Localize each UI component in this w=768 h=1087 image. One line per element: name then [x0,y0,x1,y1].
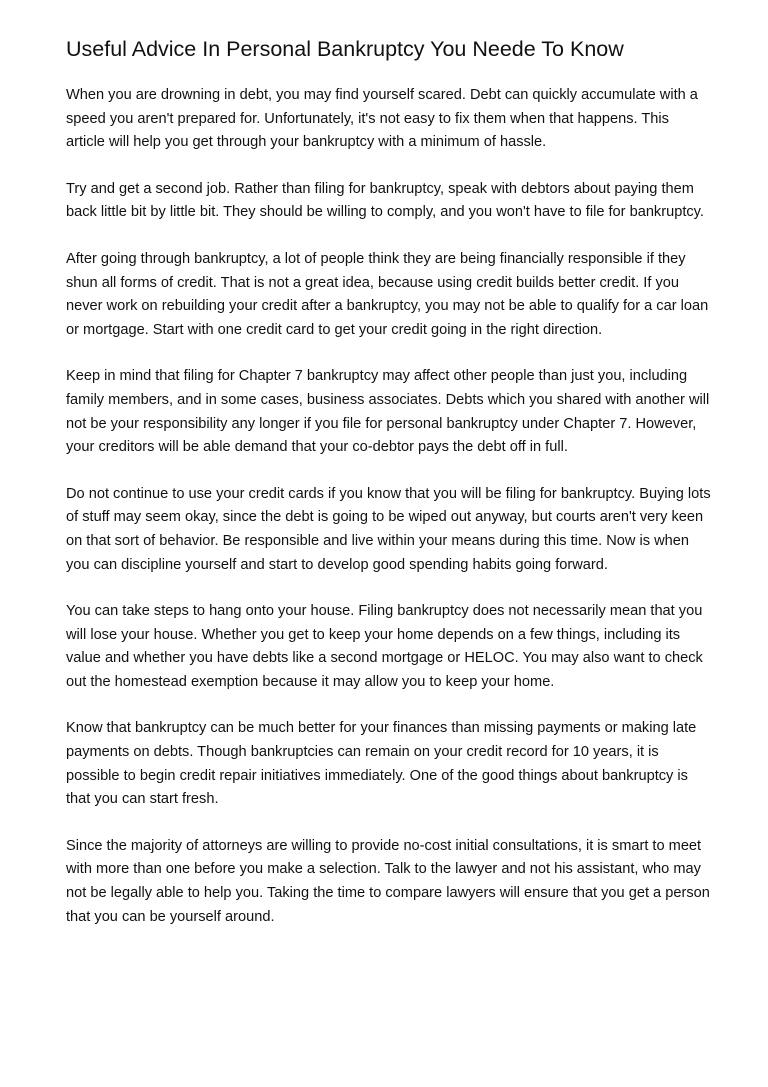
document-page [66,34,711,952]
paragraph-1: When you are drowning in debt, you may find yourself scared. Debt can quickly accumulate with a speed you aren't prepared for. Unfortunately, it's not easy to fix them when that happens. This article will help you get through your bankruptcy with a minimum of hassle. [66,87,698,151]
document-title: Useful Advice In Personal Bankruptcy You Neede To Know [66,37,624,61]
paragraph-8: Since the majority of attorneys are willing to provide no-cost initial consultations, it is smart to meet with more than one before you make a selection. Talk to the lawyer and not his assistant, who may not be legally able to help you. Taking the time to compare lawyers will ensure that you get a person that you can be yourself around. [66,837,710,925]
paragraph-7: Know that bankruptcy can be much better for your finances than missing payments or making late payments on debts. Though bankruptcies can remain on your credit record for 10 years, it is possible to begin credit repair initiatives immediately. One of the good things about bankruptcy is that you can start fresh. [66,720,697,808]
paragraph-2: Try and get a second job. Rather than filing for bankruptcy, speak with debtors about paying them back little bit by little bit. They should be willing to comply, and you won't have to file for bankruptcy. [66,180,704,221]
paragraph-4: Keep in mind that filing for Chapter 7 bankruptcy may affect other people than just you, including family members, and in some cases, business associates. Debts which you shared with another will not be your responsibility any longer if you file for personal bankruptcy under Chapter 7. However, your creditors will be able demand that your co-debtor pays the debt off in full. [66,368,710,456]
paragraph-3: After going through bankruptcy, a lot of people think they are being financially responsible if they shun all forms of credit. That is not a great idea, because using credit builds better credit. If you never work on rebuilding your credit after a bankruptcy, you may not be able to qualify for a car loan or mortgage. Start with one credit card to get your credit going in the right direction. [66,250,709,338]
paragraph-5: Do not continue to use your credit cards if you know that you will be filing for bankruptcy. Buying lots of stuff may seem okay, since the debt is going to be wiped out anyway, but courts aren't very keen on that sort of behavior. Be responsible and live within your means during this time. Now is when you can discipline yourself and start to develop good spending habits going forward. [66,485,711,573]
paragraph-6: You can take steps to hang onto your house. Filing bankruptcy does not necessarily mean that you will lose your house. Whether you get to keep your home depends on a few things, including its value and whether you have debts like a second mortgage or HELOC. You may also want to check out the homestead exemption because it may allow you to keep your home. [66,603,703,690]
